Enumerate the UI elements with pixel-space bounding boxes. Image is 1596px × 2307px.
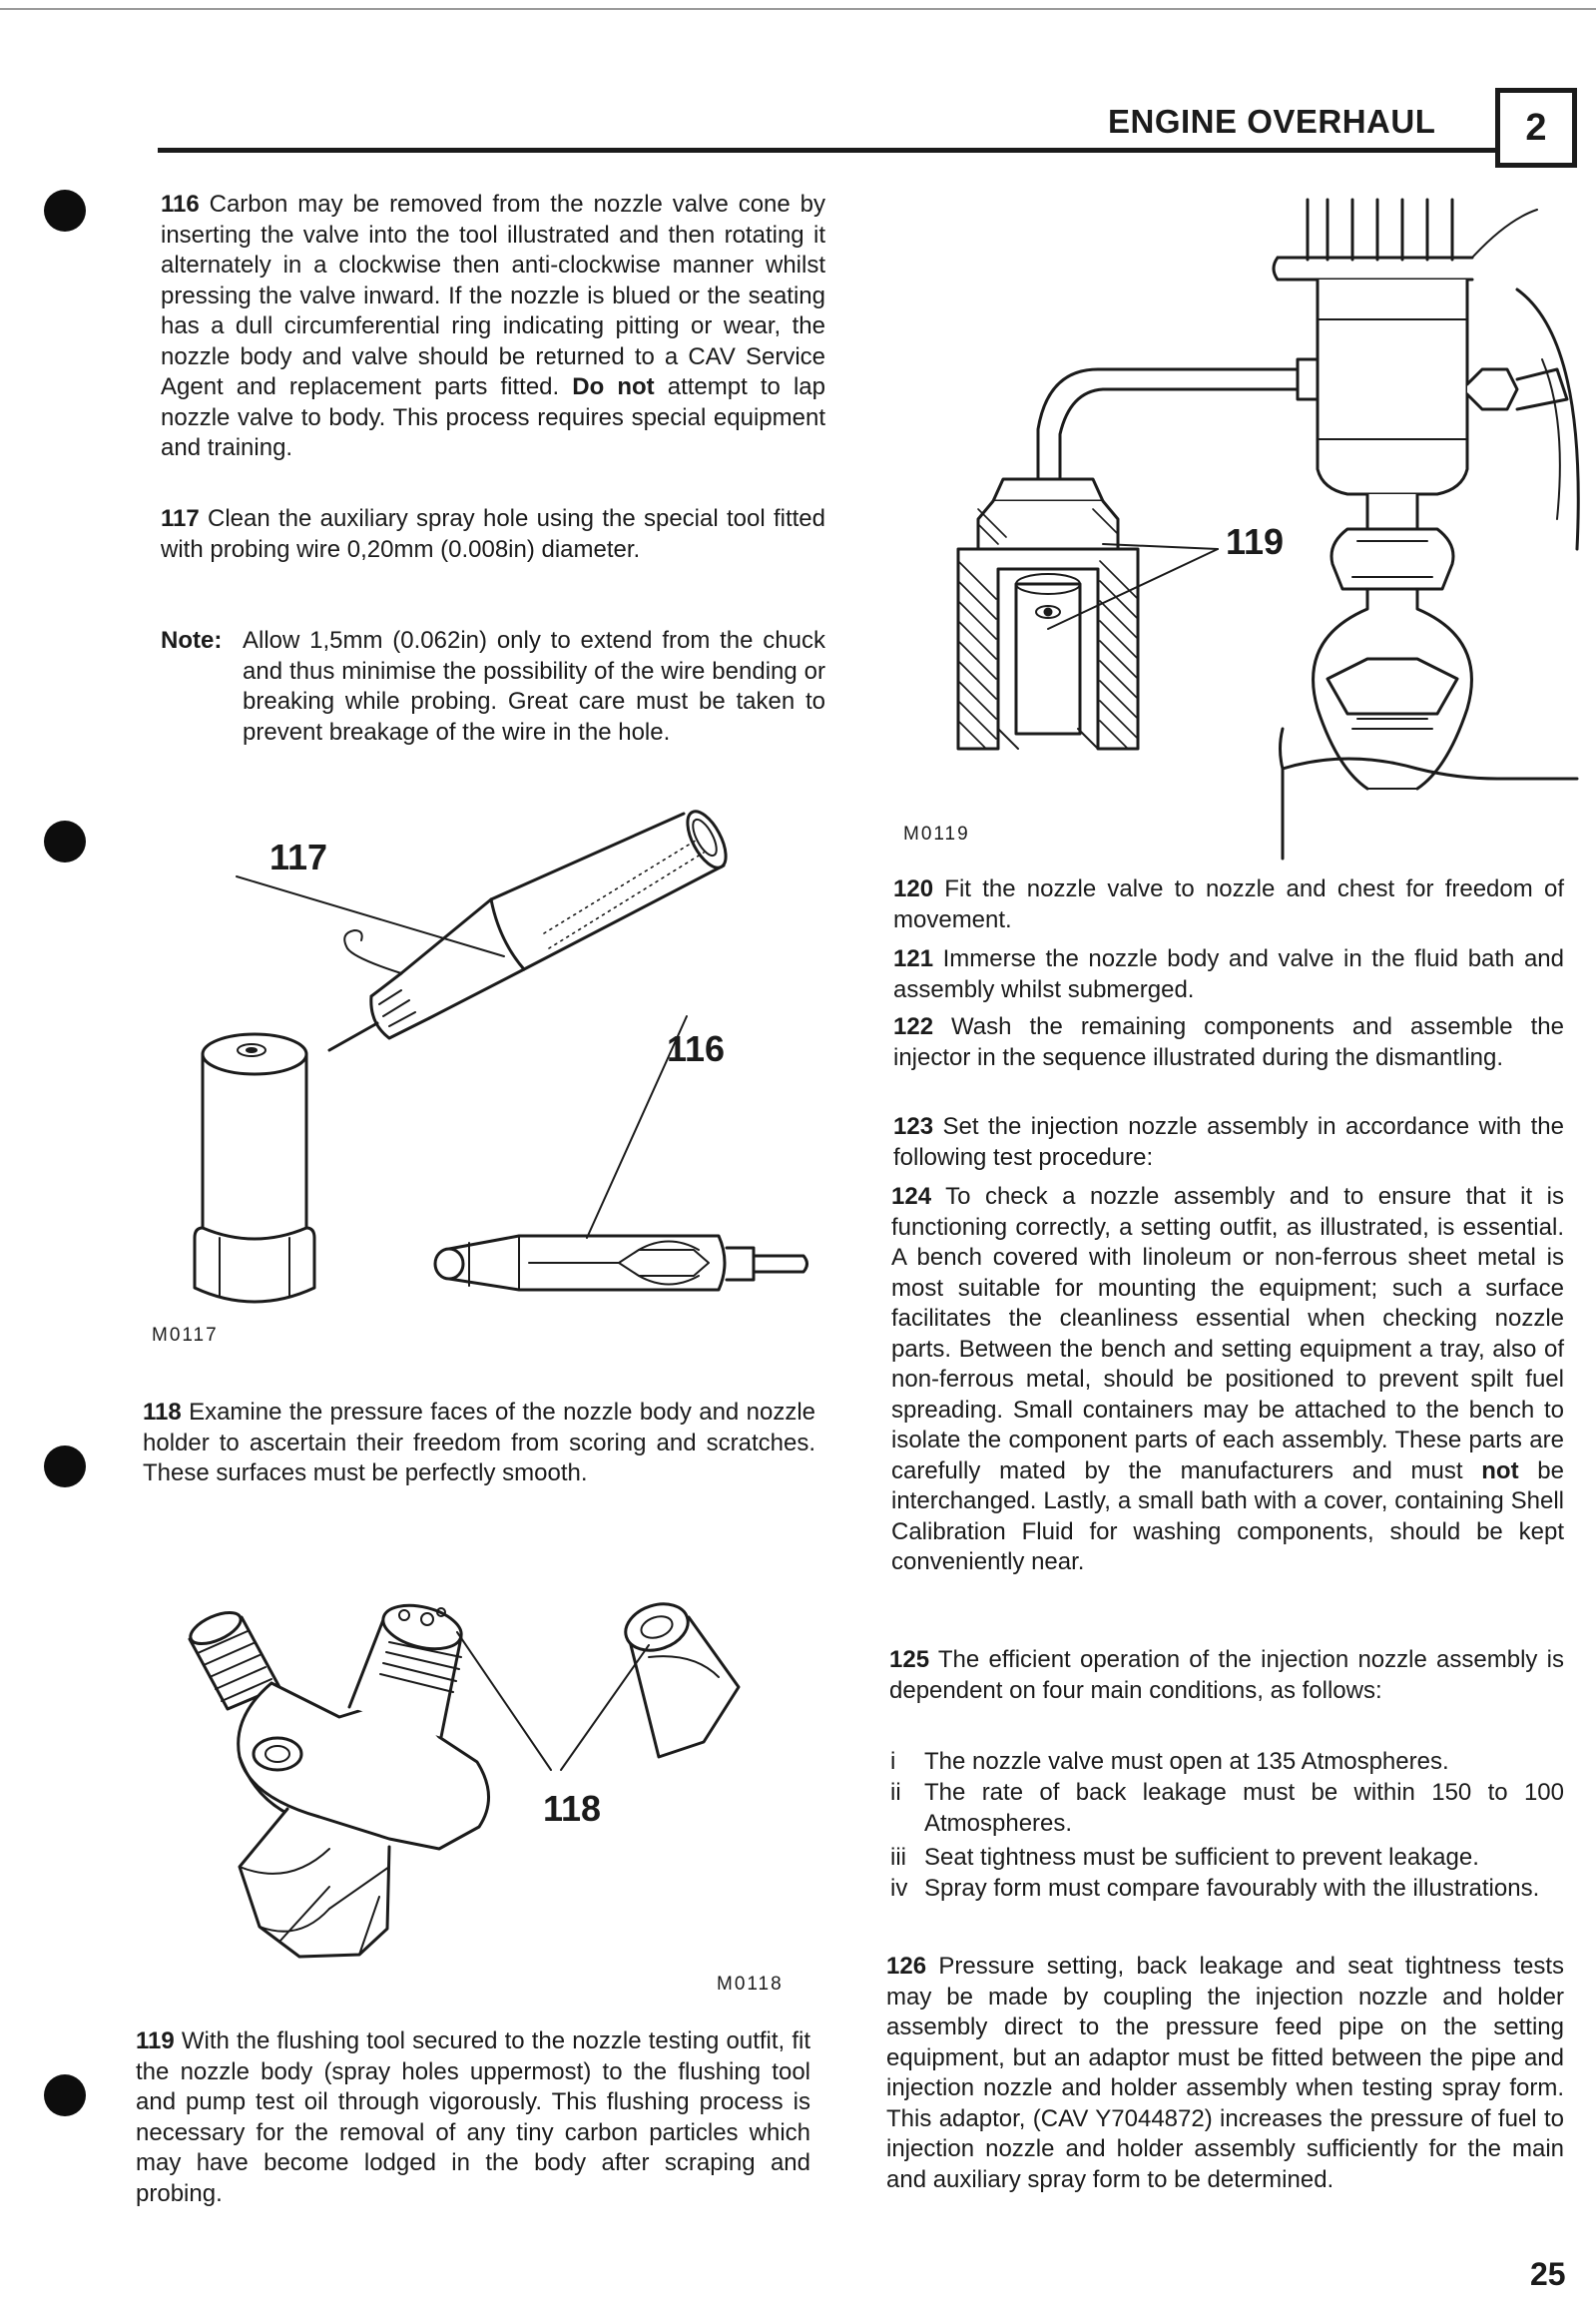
- nozzle-spray-hole: [247, 1048, 257, 1052]
- holder-neck: [1367, 494, 1417, 529]
- holder-cap-nut: [1331, 529, 1453, 589]
- paragraph-number: 124: [891, 1183, 932, 1210]
- probe-chuck-grip: [379, 990, 415, 1026]
- list-roman-numeral: i: [890, 1748, 896, 1775]
- probe-taper: [401, 899, 524, 1018]
- lower-hex-nut: [1328, 659, 1457, 714]
- paragraph-116: [161, 190, 825, 464]
- pump-body-curve-inner: [1542, 359, 1560, 519]
- adaptor-hex: [978, 501, 1118, 549]
- leader-118: [457, 1632, 551, 1770]
- probing-wire: [329, 1023, 377, 1050]
- list-item-text: The nozzle valve must open at 135 Atmospheres.: [924, 1748, 1449, 1775]
- emphasis-text: Do not: [572, 373, 655, 400]
- paragraph-text: Fit the nozzle valve to nozzle and chest for freedom of movement.: [893, 875, 1564, 933]
- list-roman-numeral: iii: [890, 1844, 906, 1871]
- emphasis-text: not: [1481, 1456, 1519, 1484]
- paragraph-text: Immerse the nozzle body and valve in the fluid bath and assembly whilst submerged.: [893, 945, 1564, 1003]
- nozzle-base-flat: [220, 1238, 289, 1296]
- callout-118: 118: [543, 1788, 602, 1829]
- paragraph-125: [889, 1645, 1564, 1706]
- list-item-text: Spray form must compare favourably with the illustrations.: [924, 1875, 1540, 1902]
- lower-housing-top: [1283, 759, 1577, 779]
- probe-end-cap: [680, 806, 734, 873]
- figure-caption-m0119: M0119: [903, 824, 970, 845]
- feed-pipe-inner: [1060, 389, 1318, 479]
- paragraph-text: With the flushing tool secured to the nozzle testing outfit, fit the nozzle body (spray holes uppermost) to the flushing tool and pump test oil through vigorously. This flushing process is necessary for the removal of any tiny carbon particles which may have become lodged in the body after scraping and probing.: [136, 2027, 810, 2207]
- figure-m0117: [140, 819, 818, 1358]
- condition-item: [890, 1874, 1564, 1936]
- condition-item: [890, 1747, 1564, 1779]
- figure-caption-m0117: M0117: [152, 1325, 219, 1346]
- callout-117: 117: [269, 837, 328, 877]
- note-label: Note:: [161, 627, 223, 654]
- list-roman-numeral: iv: [890, 1875, 908, 1902]
- probe-knurl: [549, 853, 704, 948]
- lower-housing-left: [1281, 729, 1284, 859]
- header-rule: [158, 148, 1495, 153]
- paragraph-122: [893, 1012, 1564, 1073]
- cleaning-tool-stub: [727, 1248, 754, 1280]
- paragraph-number: 118: [143, 1399, 182, 1426]
- holder-block: [1318, 280, 1467, 494]
- paragraph-number: 116: [161, 191, 200, 218]
- section-number-box: [1495, 88, 1577, 168]
- figure-caption-m0118: M0118: [717, 1974, 784, 1995]
- condition-item: [890, 1778, 1564, 1840]
- paragraph-text: Set the injection nozzle assembly in accordance with the following test procedure:: [893, 1113, 1564, 1171]
- paragraph-number: 120: [893, 875, 934, 902]
- holder-pipes: [1308, 200, 1452, 260]
- feed-pipe-outer: [1038, 369, 1318, 479]
- paragraph-text: Pressure setting, back leakage and seat tightness tests may be made by coupling the injection nozzle and holder assembly direct to the pressure feed pipe on the setting equipment, but an adaptor must be fitted between the pipe and injection nozzle and holder assembly when testing spray form. This adaptor, (CAV Y7044872) increases the pressure of fuel to injection nozzle and holder assembly sufficiently for the main and auxiliary spray form to be determined.: [886, 1953, 1564, 2193]
- section-number: 2: [1525, 106, 1547, 149]
- paragraph-119: [136, 2026, 810, 2209]
- condition-item: [890, 1843, 1564, 1875]
- holder-bracket: [1472, 210, 1537, 258]
- paragraph-text: Wash the remaining components and assemble the injector in the sequence illustrated during the dismantling.: [893, 1013, 1564, 1071]
- paragraph-text: be interchanged. Lastly, a small bath with a cover, containing Shell Calibration Fluid for washing components, should be kept conveniently near.: [891, 1456, 1564, 1575]
- binder-hole-icon: [44, 1445, 86, 1487]
- paragraph-number: 123: [893, 1113, 934, 1140]
- binder-hole-icon: [44, 2074, 86, 2116]
- side-hex-fitting: [1467, 369, 1517, 409]
- paragraph-text: Clean the auxiliary spray hole using the special tool fitted with probing wire 0,20mm (0.008in) diameter.: [161, 505, 825, 563]
- nozzle-base-edge: [203, 1228, 306, 1239]
- pump-body-curve: [1517, 289, 1578, 549]
- probe-wire-coil: [344, 930, 401, 973]
- holder-clamp: [1274, 258, 1472, 280]
- lower-threads: [1352, 719, 1432, 729]
- paragraph-number: 126: [886, 1953, 927, 1980]
- paragraph-120: [893, 874, 1564, 935]
- binder-hole-icon: [44, 190, 86, 232]
- nozzle-top: [203, 1034, 306, 1074]
- paragraph-118: [143, 1398, 815, 1489]
- paragraph-text: Carbon may be removed from the nozzle valve cone by inserting the valve into the tool illustrated and then rotating it alternately in a clockwise then anti-clockwise manner whilst pressing the valve inward. If the nozzle is blued or the seating has a dull circumferential ring indicating pitting or wear, the nozzle body and valve should be returned to a CAV Service Agent and replacement parts fitted.: [161, 191, 825, 400]
- adaptor-top-nut: [993, 479, 1103, 501]
- flange-hole: [254, 1738, 301, 1770]
- probe-collar: [491, 899, 524, 969]
- list-roman-numeral: ii: [890, 1779, 901, 1806]
- leader-117: [237, 876, 504, 956]
- paragraph-number: 121: [893, 945, 934, 972]
- page-number: 25: [1530, 2256, 1566, 2292]
- binder-hole-icon: [44, 821, 86, 863]
- callout-119: 119: [1226, 521, 1285, 562]
- paragraph-number: 122: [893, 1013, 934, 1040]
- list-item-text: The rate of back leakage must be within 150 to 100 Atmospheres.: [924, 1779, 1564, 1837]
- paragraph-117: [161, 504, 825, 565]
- callout-116: 116: [667, 1028, 726, 1069]
- probe-body-bottom: [524, 865, 724, 969]
- paragraph-number: 119: [136, 2027, 175, 2054]
- page-top-edge: [0, 8, 1596, 10]
- section-title: ENGINE OVERHAUL: [1108, 103, 1436, 140]
- paragraph-text: attempt to lap nozzle valve to body. This process requires special equipment and training.: [161, 373, 825, 461]
- leader-118: [561, 1645, 649, 1770]
- paragraph-123: [893, 1112, 1564, 1173]
- paragraph-text: The efficient operation of the injection nozzle assembly is dependent on four main conditions, as follows:: [889, 1646, 1564, 1704]
- paragraph-121: [893, 944, 1564, 1005]
- spray-hole-dot: [1045, 609, 1051, 615]
- cleaning-tool-end: [435, 1249, 463, 1279]
- paragraph-126: [886, 1952, 1564, 2195]
- paragraph-number: 125: [889, 1646, 930, 1673]
- list-item-text: Seat tightness must be sufficient to prevent leakage.: [924, 1844, 1479, 1871]
- probe-body-top: [491, 814, 684, 899]
- side-hex-pipe: [1517, 369, 1567, 409]
- note-text: Allow 1,5mm (0.062in) only to extend from the chuck and thus minimise the possibility of the wire bending or breaking while probing. Great care must be taken to prevent breakage of the wire in the hole.: [243, 627, 825, 746]
- cleaning-tool-rod: [754, 1256, 807, 1272]
- figure-m0118: [180, 1557, 818, 1977]
- nozzle-sides: [203, 1054, 306, 1228]
- paragraph-text: To check a nozzle assembly and to ensure that it is functioning correctly, a setting outfit, as illustrated, is essential. A bench covered with linoleum or non-ferrous sheet metal is most suitable for mounting the equipment; such a surface facilitates the cleanliness essential when checking nozzle parts. Between the bench and setting equipment a tray, also of non-ferrous metal, should be positioned to prevent spilt fuel spreading. Small containers may be attached to the bench to isolate the component parts of each assembly. These parts are carefully mated by the manufacturers and must: [891, 1183, 1564, 1484]
- feed-pipe-nut: [1298, 359, 1318, 399]
- paragraph-number: 117: [161, 505, 200, 532]
- paragraph-text: Examine the pressure faces of the nozzle body and nozzle holder to ascertain their freedom from scoring and scratches. These surfaces must be perfectly smooth.: [143, 1399, 815, 1486]
- paragraph-124: [891, 1182, 1564, 1578]
